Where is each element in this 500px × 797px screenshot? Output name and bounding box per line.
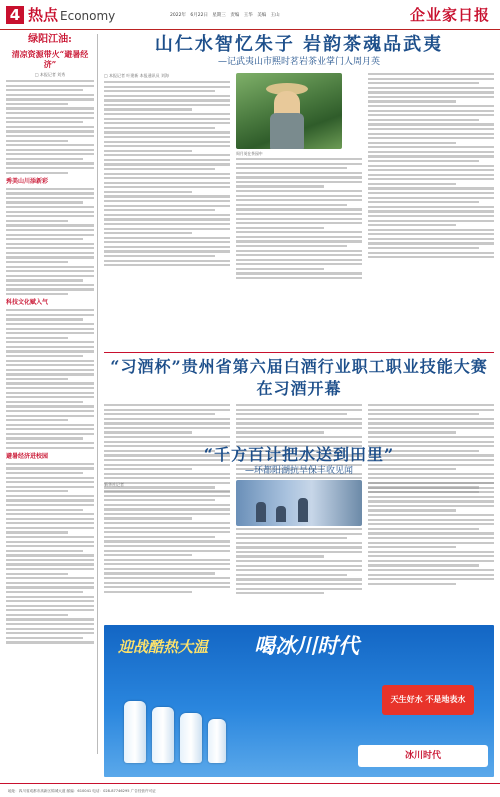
story-2 <box>104 352 494 442</box>
ad-brand: 冰川时代 <box>358 745 488 767</box>
left-body-text-4 <box>6 463 94 644</box>
section-title <box>28 7 115 23</box>
left-body-text <box>6 80 94 174</box>
story3-title: “千方百计把水送到田里” <box>203 445 395 464</box>
left-headline-1: 绿阳江油: <box>28 34 72 45</box>
ad-bottle-2 <box>152 707 174 763</box>
ad-slogan-left: 迎战酷热大温 <box>118 638 209 656</box>
ad-bottle-1 <box>124 701 146 763</box>
story3-credit: 新华社记者 <box>104 482 124 487</box>
story-1 <box>104 34 494 349</box>
section-en: Economy <box>60 9 116 23</box>
story3-photo <box>236 480 362 526</box>
story1-photo <box>236 73 342 149</box>
left-section-head-3: 避暑经济进校园 <box>6 452 49 460</box>
paper-logo: 企业家日报 <box>409 6 490 24</box>
section-cn: 热点 <box>28 6 59 24</box>
left-byline: □ 本报记者 刘秀 <box>34 72 66 77</box>
ad-slogan-main: 喝冰川时代 <box>254 633 359 658</box>
left-section-head-2: 科技文化赋入气 <box>6 299 49 307</box>
masthead <box>0 0 500 30</box>
story1-subtitle: —记武夷山市熙时茗岩茶业掌门人周月英 <box>217 57 380 67</box>
story1-credit: □ 本报记者 叶建新 本报通讯员 刘海 <box>104 73 169 78</box>
story1-col-2 <box>236 71 362 281</box>
story1-col-1 <box>104 71 230 281</box>
advertisement <box>104 625 494 777</box>
ad-bottle-3 <box>180 713 202 763</box>
story-3 <box>104 445 494 560</box>
left-body-text-2 <box>6 188 94 295</box>
story2-title: “习酒杯”贵州省第六届白酒行业职工职业技能大赛在习酒开幕 <box>110 357 488 398</box>
footer: 地址：四川省成都市高新区锦城大道 邮编：610041 电话：028-87746295 广告经营许可证 <box>0 783 500 797</box>
ad-bottle-4 <box>208 719 226 763</box>
story1-col-3 <box>368 71 494 281</box>
left-body-text-3 <box>6 309 94 449</box>
left-column <box>6 34 98 754</box>
story1-photo-caption: 周月英在茶园中 <box>236 151 263 156</box>
story3-subtitle: —环都阳湖抗旱保丰收见闻 <box>244 466 353 476</box>
left-headline-2: 清凉资源带火“避暑经济” <box>11 49 89 69</box>
story1-title: 山仁水智忆朱子 岩韵茶魂品武夷 <box>154 34 444 55</box>
left-section-head-1: 秀美山川添新彩 <box>6 177 49 185</box>
section-number: 4 <box>6 6 24 24</box>
dateline: 2022年 6月22日 星期三 责编 王华 美编 王山 <box>170 13 280 18</box>
ad-badge: 天生好水 不是地表水 <box>382 685 474 715</box>
